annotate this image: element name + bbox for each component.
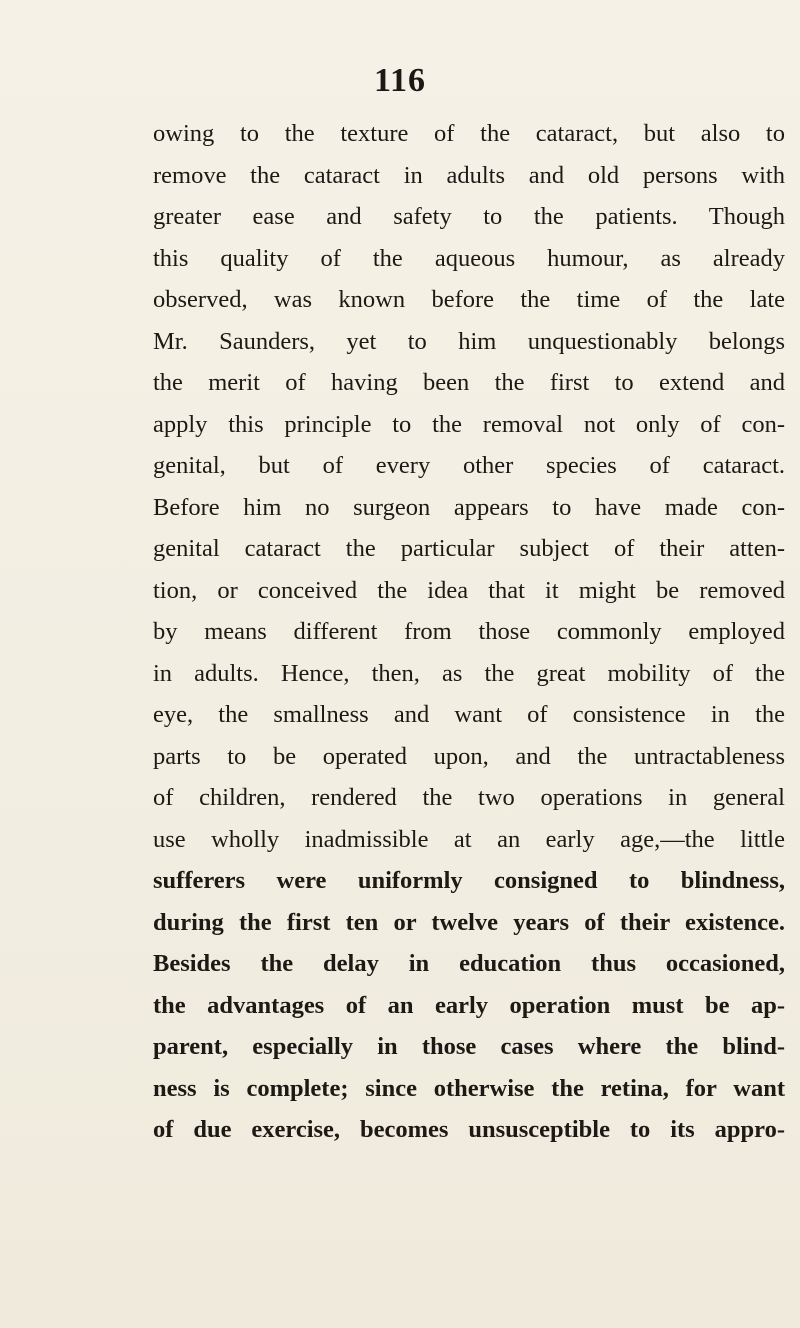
- text-line: Besides the delay in education thus occasioned,: [153, 950, 785, 977]
- text-line: use wholly inadmissible at an early age,—the little: [153, 825, 785, 853]
- text-line: owing to the texture of the cataract, but also to: [153, 120, 785, 147]
- text-line: in adults. Hence, then, as the great mobility of the: [153, 659, 785, 687]
- text-line: genital, but of every other species of cataract.: [153, 452, 785, 479]
- text-line: sufferers were uniformly consigned to blindness,: [153, 867, 785, 894]
- text-line: the advantages of an early operation must be ap-: [153, 991, 785, 1019]
- text-line: remove the cataract in adults and old persons with: [153, 161, 785, 189]
- text-line: parts to be operated upon, and the untractableness: [153, 742, 785, 770]
- text-line: tion, or conceived the idea that it might be removed: [153, 576, 785, 604]
- text-line: of children, rendered the two operations in general: [153, 784, 785, 811]
- text-line: apply this principle to the removal not only of con-: [153, 410, 785, 438]
- text-line: greater ease and safety to the patients. Though: [153, 203, 785, 230]
- text-line: ness is complete; since otherwise the retina, for want: [153, 1074, 785, 1102]
- page-number: 116: [373, 62, 427, 99]
- text-line: of due exercise, becomes unsusceptible to its appro-: [153, 1116, 785, 1143]
- text-line: eye, the smallness and want of consistence in the: [153, 701, 785, 728]
- text-line: by means different from those commonly employed: [153, 618, 785, 645]
- text-line: parent, especially in those cases where the blind-: [153, 1033, 785, 1060]
- text-line: Mr. Saunders, yet to him unquestionably belongs: [153, 327, 785, 355]
- text-line: Before him no surgeon appears to have made con-: [153, 493, 785, 521]
- body-text: [153, 113, 785, 1151]
- text-line: the merit of having been the first to extend and: [153, 369, 785, 396]
- text-line: genital cataract the particular subject of their atten-: [153, 535, 785, 562]
- text-line: this quality of the aqueous humour, as already: [153, 244, 785, 272]
- text-line: during the first ten or twelve years of their existence.: [153, 908, 785, 936]
- text-line: observed, was known before the time of the late: [153, 286, 785, 313]
